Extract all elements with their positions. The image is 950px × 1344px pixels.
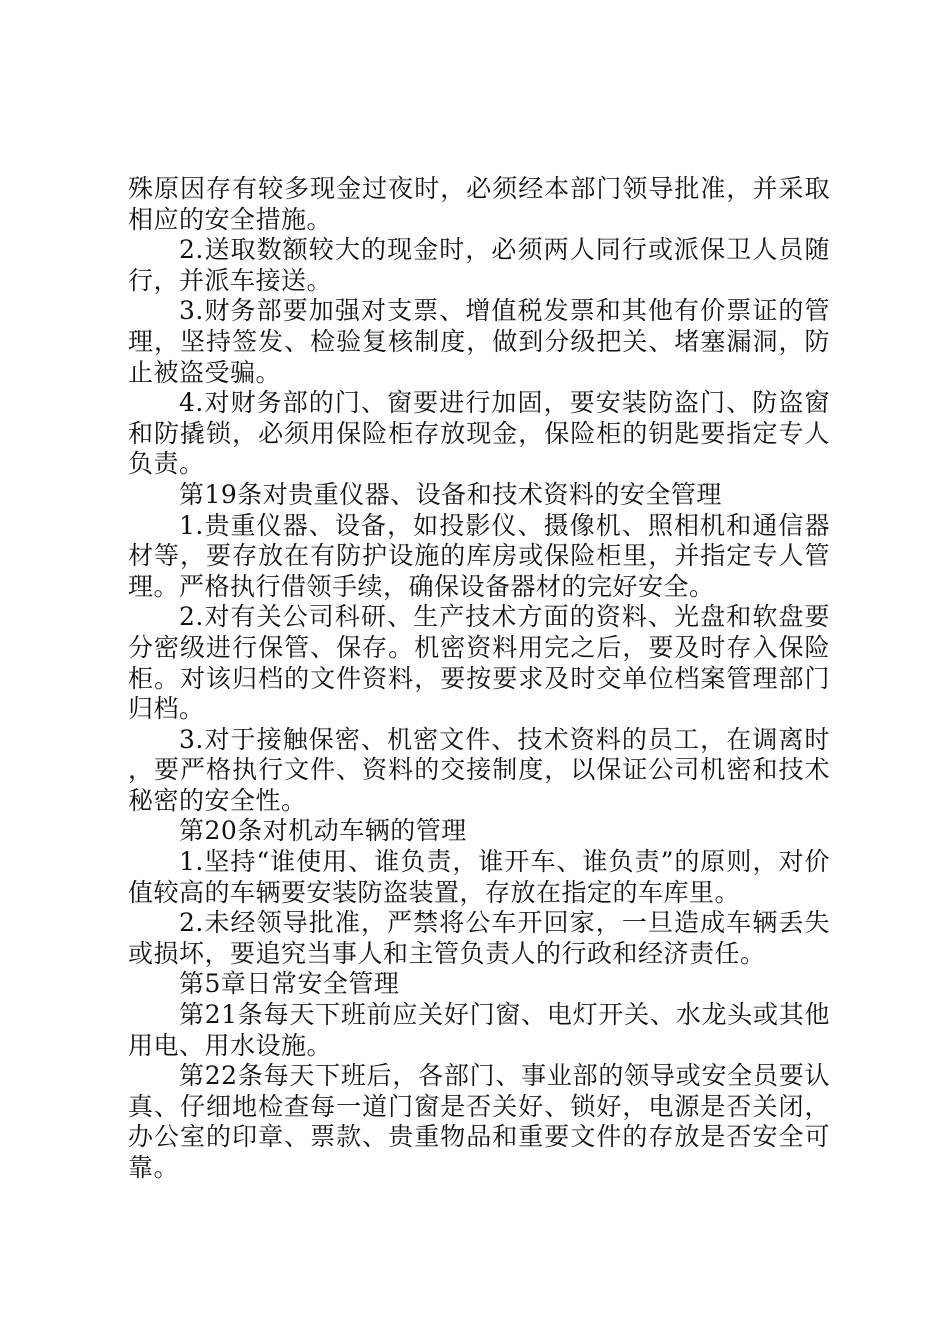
paragraph-cash-transport: 2.送取数额较大的现金时，必须两人同行或派保卫人员随行，并派车接送。 [128, 235, 830, 295]
article-20-heading: 第20条对机动车辆的管理 [179, 816, 467, 846]
document-body [128, 174, 830, 1184]
paragraph-finance-security: 4.对财务部的门、窗要进行加固，要安装防盗门、防盗窗和防撬锁，必须用保险柜存放现金，保险柜的钥匙要指定专人负责。 [128, 388, 830, 479]
article-21: 第21条每天下班前应关好门窗、电灯开关、水龙头或其他用电、用水设施。 [128, 1000, 830, 1060]
paragraph-vehicle-approval: 2.未经领导批准，严禁将公车开回家，一旦造成车辆丢失或损坏，要追究当事人和主管负责人的行政和经济责任。 [128, 908, 830, 968]
paragraph-vehicle-responsibility: 1.坚持“谁使用、谁负责，谁开车、谁负责”的原则，对价值较高的车辆要安装防盗装置，存放在指定的车库里。 [128, 847, 830, 907]
article-19-heading: 第19条对贵重仪器、设备和技术资料的安全管理 [179, 479, 722, 509]
paragraph-voucher-management: 3.财务部要加强对支票、增值税发票和其他有价票证的管理，坚持签发、检验复核制度，做到分级把关、堵塞漏洞，防止被盗受骗。 [128, 296, 830, 387]
chapter-5-heading: 第5章日常安全管理 [179, 969, 400, 999]
paragraph-technical-data: 2.对有关公司科研、生产技术方面的资料、光盘和软盘要分密级进行保管、保存。机密资料用完之后，要及时存入保险柜。对该归档的文件资料，要按要求及时交单位档案管理部门归档。 [128, 602, 830, 724]
paragraph-equipment-storage: 1.贵重仪器、设备，如投影仪、摄像机、照相机和通信器材等，要存放在有防护设施的库房或保险柜里，并指定专人管理。严格执行借领手续，确保设备器材的完好安全。 [128, 510, 830, 601]
article-22: 第22条每天下班后，各部门、事业部的领导或安全员要认真、仔细地检查每一道门窗是否关好、锁好，电源是否关闭，办公室的印章、票款、贵重物品和重要文件的存放是否安全可靠。 [128, 1061, 830, 1182]
paragraph-cash-overnight: 殊原因存有较多现金过夜时，必须经本部门领导批准，并采取相应的安全措施。 [128, 174, 830, 234]
paragraph-handover: 3.对于接触保密、机密文件、技术资料的员工，在调离时，要严格执行文件、资料的交接制度，以保证公司机密和技术秘密的安全性。 [128, 724, 830, 815]
